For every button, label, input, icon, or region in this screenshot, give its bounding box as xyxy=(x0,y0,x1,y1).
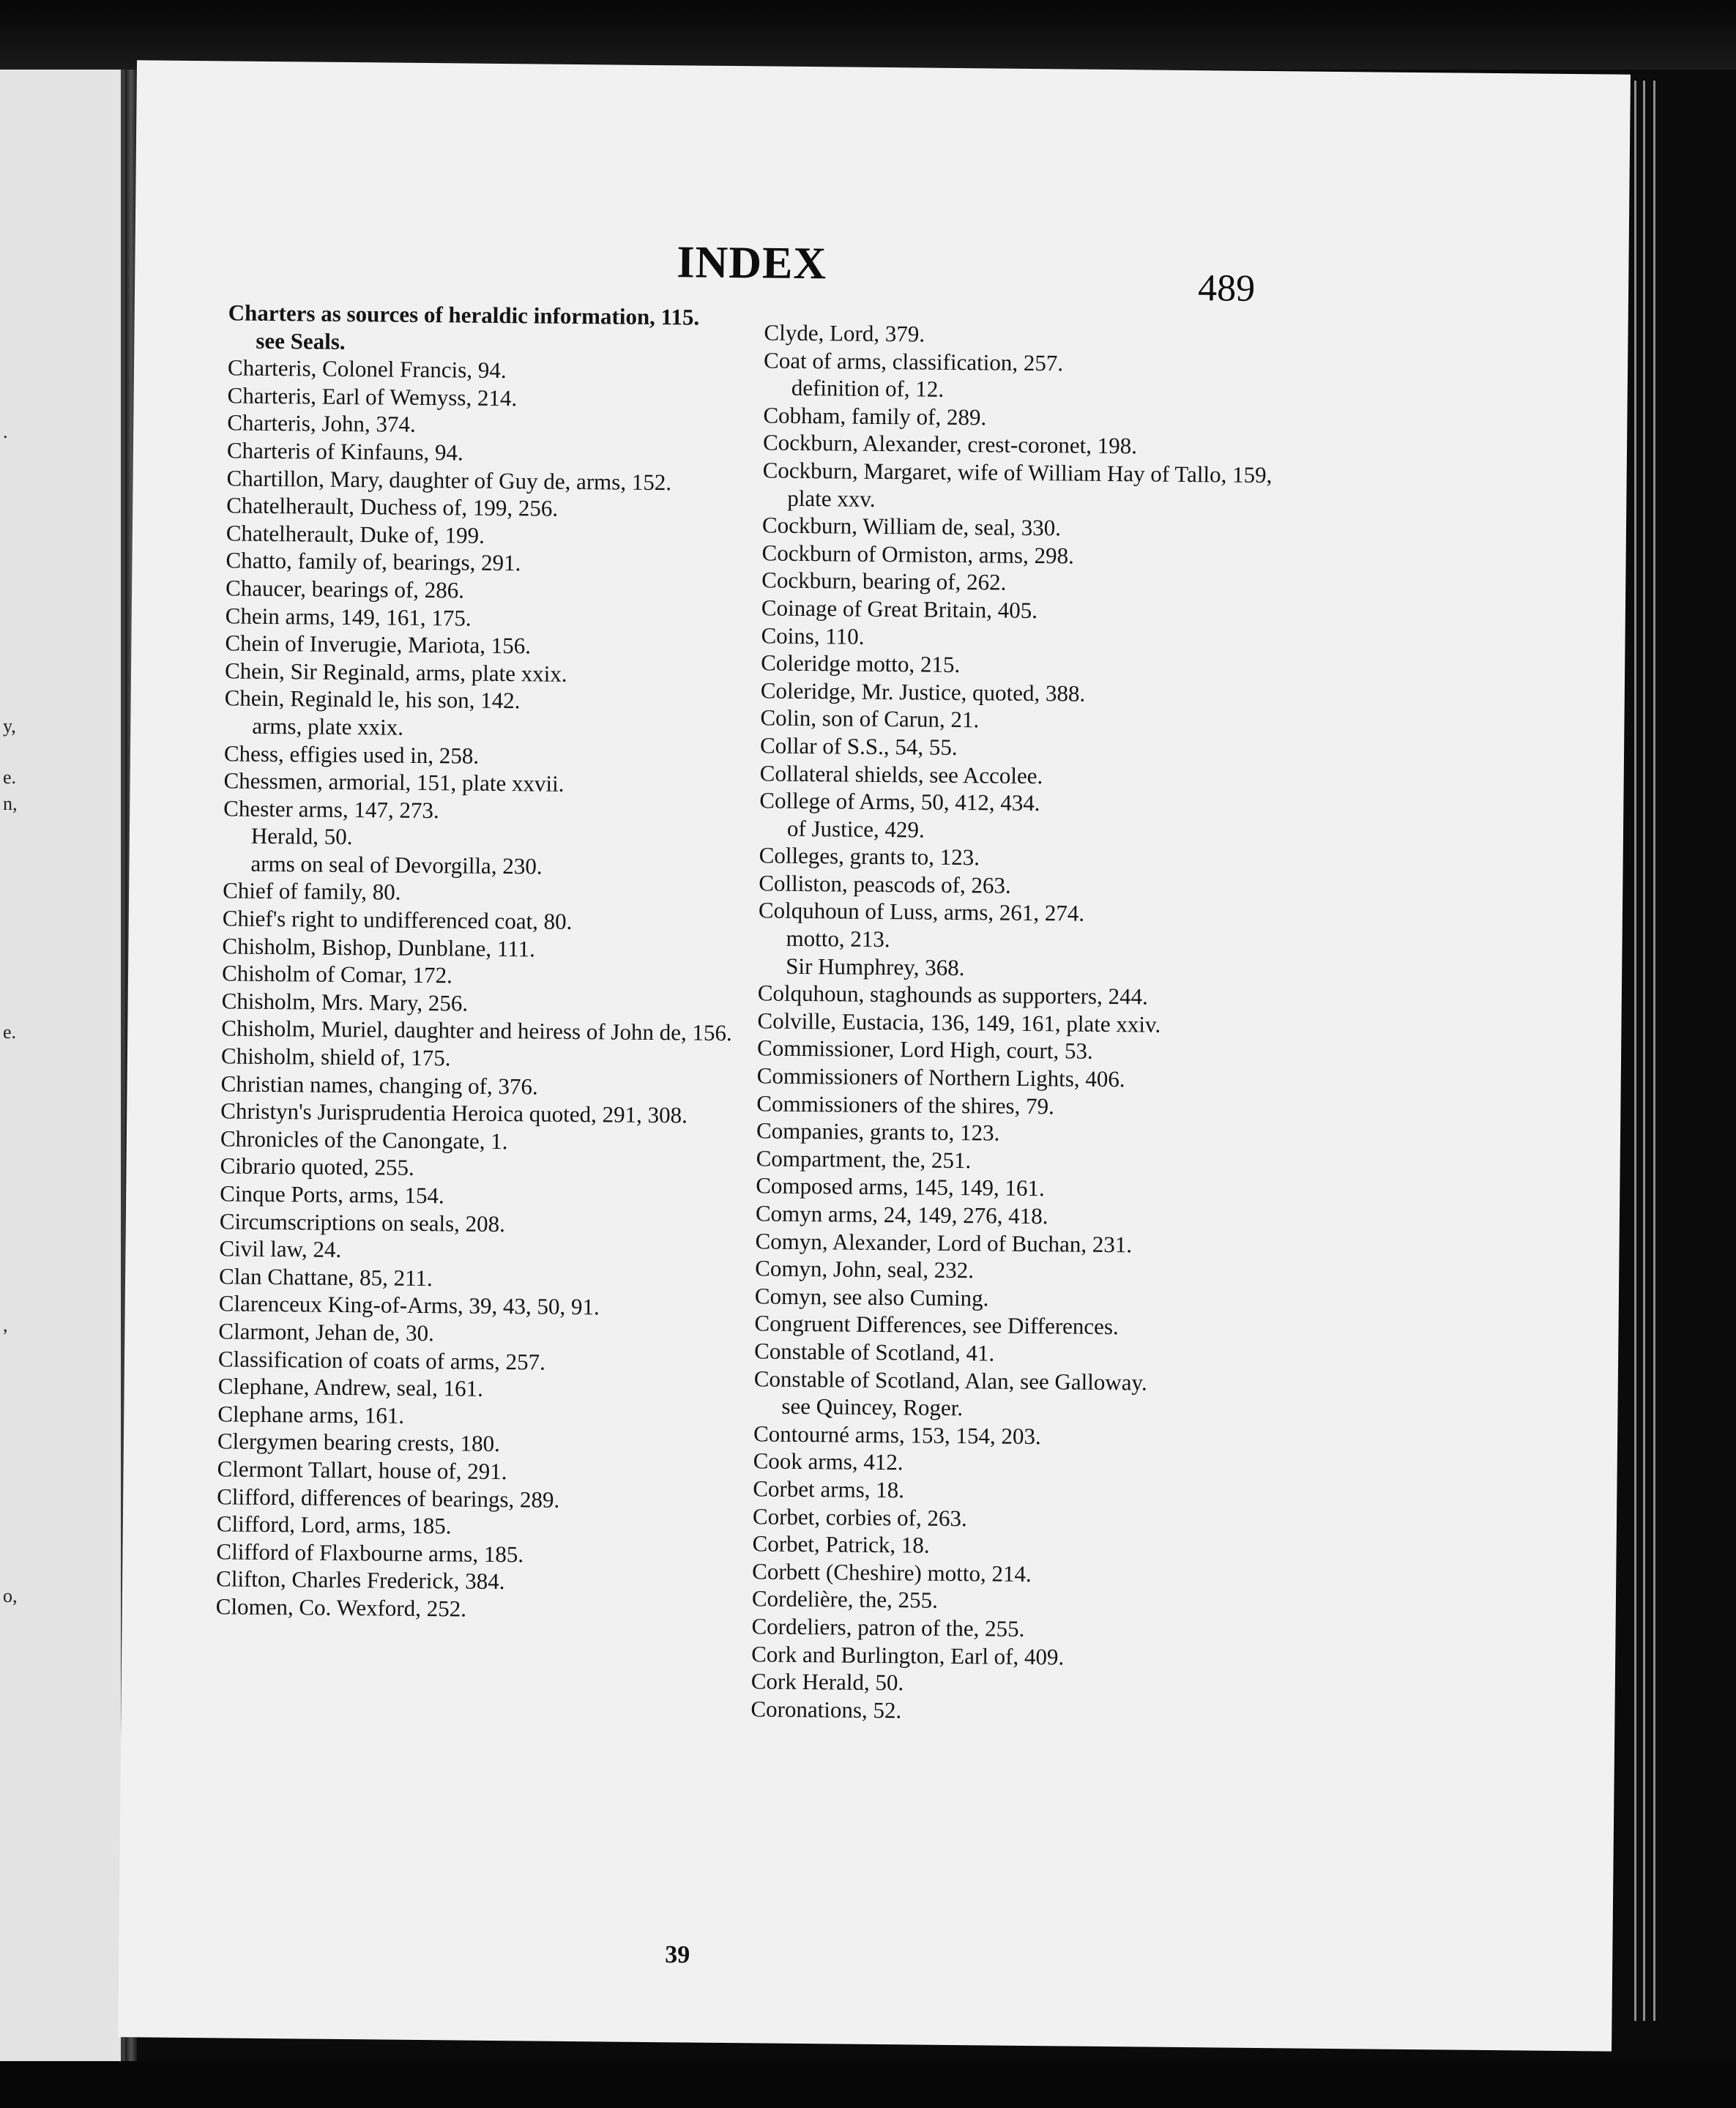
index-entry: Clomen, Co. Wexford, 252. xyxy=(215,1593,467,1622)
index-entry: Clifford, differences of bearings, 289. xyxy=(217,1483,560,1513)
index-entry: Chester arms, 147, 273. xyxy=(223,795,439,823)
index-entry: Clephane, Andrew, seal, 161. xyxy=(217,1373,483,1401)
index-entry: Chief of family, 80. xyxy=(222,877,401,906)
facing-page-fragment: . xyxy=(3,421,8,442)
index-entry: Colquhoun of Luss, arms, 261, 274. xyxy=(758,897,1085,927)
index-entry: Chein of Inverugie, Mariota, 156. xyxy=(225,630,532,659)
index-entry: Charters as sources of heraldic information, 115. xyxy=(228,299,700,330)
index-entry: Comyn, Alexander, Lord of Buchan, 231. xyxy=(755,1227,1133,1257)
index-entry: Collateral shields, see Accolee. xyxy=(759,759,1043,789)
index-entry: Charteris, Earl of Wemyss, 214. xyxy=(227,382,518,411)
index-entry: of Justice, 429. xyxy=(786,815,925,843)
index-entry: Contourné arms, 153, 154, 203. xyxy=(753,1420,1041,1449)
index-entry: Sir Humphrey, 368. xyxy=(786,953,965,980)
index-entry: Companies, grants to, 123. xyxy=(756,1117,1000,1146)
index-entry: Corbet, Patrick, 18. xyxy=(752,1530,930,1558)
index-entry: Cockburn, bearing of, 262. xyxy=(761,567,1007,595)
index-entry: Chein, Reginald le, his son, 142. xyxy=(224,685,521,714)
facing-page-fragment: o, xyxy=(3,1585,18,1606)
index-entry: Corbet arms, 18. xyxy=(753,1475,905,1503)
index-entry: Christyn's Jurisprudentia Heroica quoted, 291, 308. xyxy=(220,1098,688,1128)
page-stack-edge xyxy=(1653,81,1655,2021)
index-entry: Chisholm, Bishop, Dunblane, 111. xyxy=(222,933,535,962)
index-entry: Constable of Scotland, 41. xyxy=(753,1338,995,1366)
page-header: INDEX xyxy=(677,237,827,289)
index-entry: Colquhoun, staghounds as supporters, 244. xyxy=(757,980,1149,1010)
index-entry: Chaucer, bearings of, 286. xyxy=(225,575,465,603)
index-entry: Cockburn of Ormiston, arms, 298. xyxy=(761,540,1074,569)
index-entry: Cobham, family of, 289. xyxy=(763,402,987,431)
index-entry: definition of, 12. xyxy=(791,374,945,402)
index-entry: Clifford, Lord, arms, 185. xyxy=(216,1511,452,1539)
index-entry: Chess, effigies used in, 258. xyxy=(223,740,480,769)
index-entry: Coins, 110. xyxy=(761,622,865,649)
index-entry: Chatto, family of, bearings, 291. xyxy=(226,547,521,576)
index-entry: motto, 213. xyxy=(786,925,890,953)
index-entry: Comyn arms, 24, 149, 276, 418. xyxy=(755,1200,1048,1229)
index-entry: Colville, Eustacia, 136, 149, 161, plate xxiv. xyxy=(757,1008,1161,1038)
index-entry: Clan Chattane, 85, 211. xyxy=(218,1263,433,1291)
index-entry: Collar of S.S., 54, 55. xyxy=(759,732,958,760)
index-entry: Civil law, 24. xyxy=(219,1235,342,1263)
index-entry: College of Arms, 50, 412, 434. xyxy=(759,787,1040,816)
index-entry: Circumscriptions on seals, 208. xyxy=(219,1207,506,1237)
index-entry: Colin, son of Carun, 21. xyxy=(760,704,980,733)
index-entry: Chatelherault, Duchess of, 199, 256. xyxy=(226,492,559,521)
index-entry: Herald, 50. xyxy=(250,823,353,850)
index-entry: Cork and Burlington, Earl of, 409. xyxy=(751,1640,1065,1669)
index-entry: Coat of arms, classification, 257. xyxy=(763,347,1064,376)
scanner-top-border xyxy=(0,0,1736,70)
index-entry: Coleridge motto, 215. xyxy=(761,649,961,678)
index-entry: Chein, Sir Reginald, arms, plate xxix. xyxy=(224,658,567,687)
index-entry: Charteris, John, 374. xyxy=(227,409,416,438)
index-entry: Clergymen bearing crests, 180. xyxy=(217,1428,501,1457)
index-entry: Constable of Scotland, Alan, see Galloway. xyxy=(753,1365,1147,1396)
index-entry: Chisholm, Mrs. Mary, 256. xyxy=(221,988,469,1016)
index-entry: Cork Herald, 50. xyxy=(750,1668,904,1696)
facing-page-edge xyxy=(0,70,125,2061)
index-entry: Charteris of Kinfauns, 94. xyxy=(226,437,463,466)
index-column-right xyxy=(750,319,1298,1727)
signature-mark: 39 xyxy=(665,1941,690,1969)
facing-page-fragment: y, xyxy=(3,715,16,737)
index-entry: Coronations, 52. xyxy=(750,1696,902,1724)
index-entry: Chisholm, Muriel, daughter and heiress of John de, 156. xyxy=(221,1015,732,1046)
index-entry: Commissioner, Lord High, court, 53. xyxy=(756,1035,1093,1065)
facing-page-fragment: e. xyxy=(3,767,17,788)
index-entry: Composed arms, 145, 149, 161. xyxy=(756,1172,1045,1202)
index-entry: Cordelière, the, 255. xyxy=(751,1585,939,1614)
index-entry: Corbett (Cheshire) motto, 214. xyxy=(752,1558,1032,1587)
index-entry: see Seals. xyxy=(256,327,346,354)
index-entry: Cook arms, 412. xyxy=(753,1448,904,1475)
index-entry: Commissioners of Northern Lights, 406. xyxy=(756,1062,1125,1092)
index-entry: Clermont Tallart, house of, 291. xyxy=(217,1456,507,1485)
index-entry: Christian names, changing of, 376. xyxy=(220,1070,538,1100)
index-entry: Chief's right to undifferenced coat, 80. xyxy=(222,905,573,935)
page-number: 489 xyxy=(1197,267,1256,310)
index-entry: Compartment, the, 251. xyxy=(756,1145,972,1174)
index-entry: Cordeliers, patron of the, 255. xyxy=(751,1613,1025,1642)
index-entry: Clarenceux King-of-Arms, 39, 43, 50, 91. xyxy=(218,1290,600,1320)
index-entry: Colliston, peascods of, 263. xyxy=(759,870,1011,898)
index-entry: Clephane arms, 161. xyxy=(217,1401,405,1429)
index-entry: see Quincey, Roger. xyxy=(781,1393,964,1421)
index-entry: arms, plate xxix. xyxy=(252,712,404,740)
facing-page-fragment: , xyxy=(3,1314,8,1336)
index-entry: Chisholm of Comar, 172. xyxy=(221,960,453,988)
index-entry: arms on seal of Devorgilla, 230. xyxy=(250,850,543,879)
index-page xyxy=(118,60,1631,2051)
index-entry: Classification of coats of arms, 257. xyxy=(217,1345,546,1375)
index-entry: Charteris, Colonel Francis, 94. xyxy=(227,354,507,384)
index-entry: Clifford of Flaxbourne arms, 185. xyxy=(216,1538,524,1568)
index-entry: Chronicles of the Canongate, 1. xyxy=(220,1125,508,1154)
index-entry: Clarmont, Jehan de, 30. xyxy=(218,1318,434,1347)
index-entry: Cockburn, Margaret, wife of William Hay of Tallo, 159, plate xxv. xyxy=(762,457,1273,512)
index-entry: Chatelherault, Duke of, 199. xyxy=(226,520,485,548)
facing-page-fragment: e. xyxy=(3,1021,17,1043)
index-entry: Colleges, grants to, 123. xyxy=(759,842,980,871)
page-stack-edge xyxy=(1643,81,1645,2021)
index-entry: Cockburn, Alexander, crest-coronet, 198. xyxy=(762,429,1138,459)
index-entry: Cibrario quoted, 255. xyxy=(220,1152,414,1181)
index-entry: Cinque Ports, arms, 154. xyxy=(220,1180,444,1209)
scanner-bottom-border xyxy=(0,2061,1736,2108)
index-entry: Coinage of Great Britain, 405. xyxy=(761,595,1038,623)
index-entry: Chein arms, 149, 161, 175. xyxy=(225,602,472,631)
index-entry: Comyn, see also Cuming. xyxy=(754,1283,989,1311)
index-entry: Coleridge, Mr. Justice, quoted, 388. xyxy=(760,677,1086,707)
page-stack-edge xyxy=(1634,81,1636,2021)
index-entry: Commissioners of the shires, 79. xyxy=(756,1090,1054,1119)
index-entry: Clifton, Charles Frederick, 384. xyxy=(215,1565,505,1595)
index-entry: Chisholm, shield of, 175. xyxy=(220,1043,451,1071)
index-entry: Congruent Differences, see Differences. xyxy=(754,1310,1119,1340)
facing-page-fragment: n, xyxy=(3,793,18,814)
index-entry: Clyde, Lord, 379. xyxy=(764,319,925,347)
index-entry: Corbet, corbies of, 263. xyxy=(752,1502,967,1531)
index-column-left xyxy=(216,299,763,1625)
index-entry: Cockburn, William de, seal, 330. xyxy=(761,512,1062,541)
index-entry: Chessmen, armorial, 151, plate xxvii. xyxy=(223,767,565,797)
index-entry: Comyn, John, seal, 232. xyxy=(755,1255,975,1284)
index-entry: Chartillon, Mary, daughter of Guy de, arms, 152. xyxy=(226,464,672,495)
